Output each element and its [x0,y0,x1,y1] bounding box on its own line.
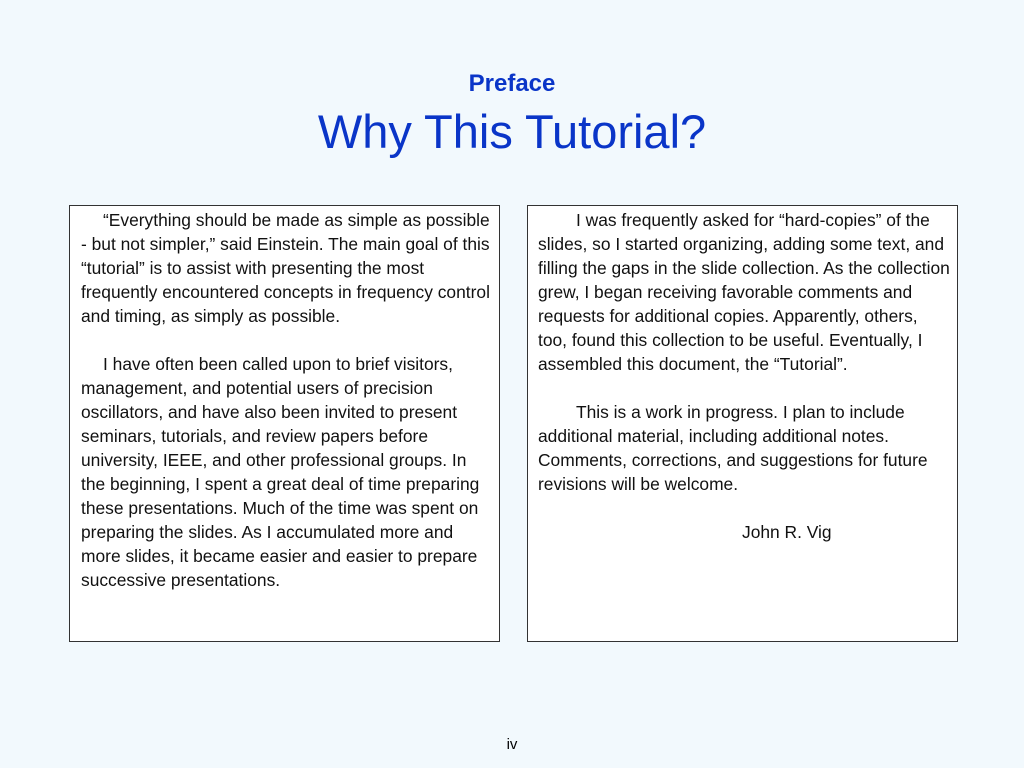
slide-title: Why This Tutorial? [317,105,707,158]
paragraph-spacer [81,328,491,352]
einstein-quote-paragraph: “Everything should be made as simple as possible - but not simpler,” said Einstein. The main goal of this “tutorial” is to assist with presenting the most frequently encountered concepts in frequency control and timing, as simply as possible. [81,210,490,326]
paragraph-spacer [538,376,951,400]
left-text-box [69,205,500,642]
paragraph-spacer [538,496,951,520]
work-in-progress-paragraph: This is a work in progress. I plan to include additional material, including additional notes. Comments, corrections, and suggestions for future revisions will be welcome. [538,402,928,494]
slide-subtitle: Preface [468,70,556,97]
page-number: iv [506,736,518,753]
hard-copies-paragraph: I was frequently asked for “hard-copies” of the slides, so I started organizing, adding some text, and filling the gaps in the slide collection. As the collection grew, I began receiving favorable comments and requests for additional copies. Apparently, others, too, found this collection to be useful. Eventually, I assembled this document, the “Tutorial”. [538,210,950,374]
right-text-box [527,205,958,642]
presentations-paragraph: I have often been called upon to brief visitors, management, and potential users of precision oscillators, and have also been invited to present seminars, tutorials, and review papers before university, IEEE, and other professional groups. In the beginning, I spent a great deal of time preparing these presentations. Much of the time was spent on preparing the slides. As I accumulated more and more slides, it became easier and easier to prepare successive presentations. [81,354,480,590]
author-signature: John R. Vig [742,522,832,542]
